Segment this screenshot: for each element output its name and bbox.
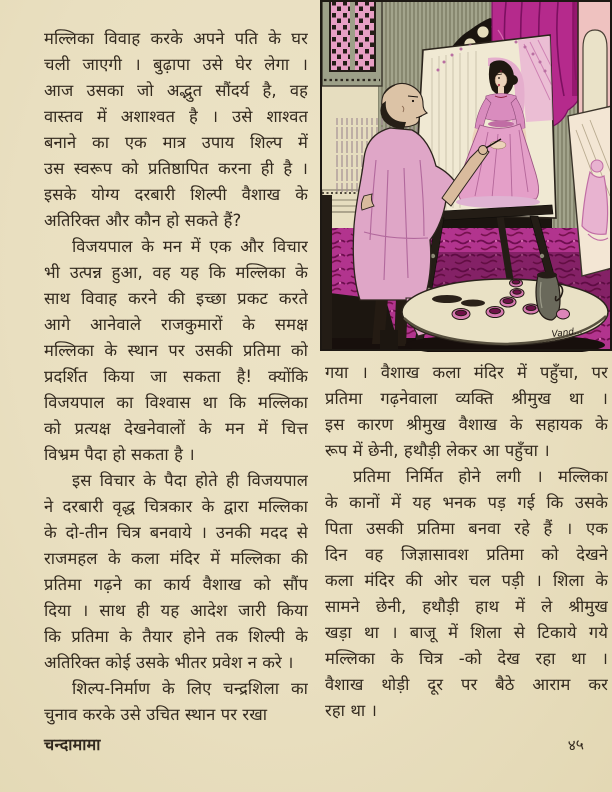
text-line: वास्तव में अशाश्वत है । उसे शाश्वत [44,107,308,126]
text-line: भी उत्पन्न हुआ, वह यह कि मल्लिका के [44,263,308,282]
text-line: बनाने का एक मात्र उपाय शिल्प में [44,133,308,152]
paragraph [325,360,608,464]
text-line: विजयपाल का विश्वास था कि मल्लिका [44,393,308,412]
text-line: साथ विवाह करने की इच्छा प्रकट करते [44,289,308,308]
page-footer [44,733,584,755]
page-number: ४५ [567,735,585,755]
magazine-title: चन्दामामा [44,735,101,754]
paragraph [44,26,308,234]
text-line: इस कारण श्रीमुख वैशाख के सहायक के [325,415,608,434]
side-pillar [578,0,612,116]
text-line: रूप में छेनी, हथौड़ी लेकर आ पहुँचा । [325,441,550,460]
text-line: आगे आनेवाले राजकुमारों के समक्ष [44,315,308,334]
text-line: चली जाएगी । बुढ़ापा उसे घेर लेगा । [44,55,308,74]
text-line: मल्लिका के स्थान पर उसकी प्रतिमा को [44,341,308,360]
text-line: सामने छेनी, हथौड़ी हाथ में ले श्रीमुख [325,597,608,616]
text-line: कला मंदिर की ओर चल पड़ी । शिला के [325,571,608,590]
text-line: वैशाख थोड़ी दूर पर बैठे आराम कर [325,675,608,694]
text-line: दिया । साथ ही यह आदेश जारी किया [44,601,308,620]
text-line: शिल्प-निर्माण के लिए चन्द्रशिला का [72,679,308,698]
text-line: पिता उसकी प्रतिमा बनवा रहे हैं । एक [325,519,608,538]
paragraph [44,676,308,728]
text-line: अतिरिक्त और कौन हो सकते हैं? [44,211,242,230]
paragraph [44,234,308,468]
text-line: रहा था । [325,701,377,720]
text-line: खड़ा था । बाजू में शिला से टिकाये गये [325,623,608,642]
text-line: चुनाव करके उसे उचित स्थान पर रखा [44,705,268,724]
text-line: प्रतिमा गढ़नेवाला व्यक्ति श्रीमुख था । [325,389,608,408]
text-line: आज उसका जो अद्भुत सौंदर्य है, वह [44,81,308,100]
right-text-column [325,360,608,724]
text-line: अतिरिक्त कोई उसके भीतर प्रवेश न करे । [44,653,294,672]
text-line: मल्लिका के चित्र -को देख रहा था । [325,649,608,668]
text-line: इसके योग्य दरबारी शिल्पी वैशाख के [44,185,308,204]
text-line: इस विचार के पैदा होते ही विजयपाल [72,471,308,490]
text-line: राजमहल के कला मंदिर में मल्लिका की [44,549,308,568]
paragraph [325,464,608,724]
text-line: उस स्वरूप को प्रतिष्ठापित करना ही है । [44,159,308,178]
text-line: प्रतिमा निर्मित होने लगी । मल्लिका [353,467,608,486]
text-line: विजयपाल के मन में एक और विचार [72,237,308,256]
text-line: दिन वह जिज्ञासावश प्रतिमा को देखने [325,545,608,564]
text-line: के कानों में यह भनक पड़ गई कि उसके [325,493,608,512]
left-text-column [44,26,308,728]
artist-signature: Vand... [551,326,584,340]
text-line: कि प्रतिमा के तैयार होने तक शिल्पी के [44,627,308,646]
text-line: प्रदर्शित किया जा सकता है! क्योंकि [44,367,308,386]
text-line: मल्लिका विवाह करके अपने पति के घर [44,29,308,48]
text-line: ने दरबारी वृद्ध चित्रकार के द्वारा मल्लिका [44,497,308,516]
paragraph [44,468,308,676]
text-line: को प्रत्यक्ष देखनेवालों के मन में चित्त [44,419,308,438]
story-illustration [320,0,612,352]
text-line: के दो-तीन चित्र बनवाये । उनकी मदद से [44,523,308,542]
text-line: गया । वैशाख कला मंदिर में पहुँचा, पर [325,363,608,382]
wall-shadow-strip [322,195,332,350]
text-line: प्रतिमा गढ़ने का कार्य वैशाख को सौंप [44,575,308,594]
lattice-window [322,0,382,86]
text-line: विभ्रम पैदा हो सकता है । [44,445,195,464]
